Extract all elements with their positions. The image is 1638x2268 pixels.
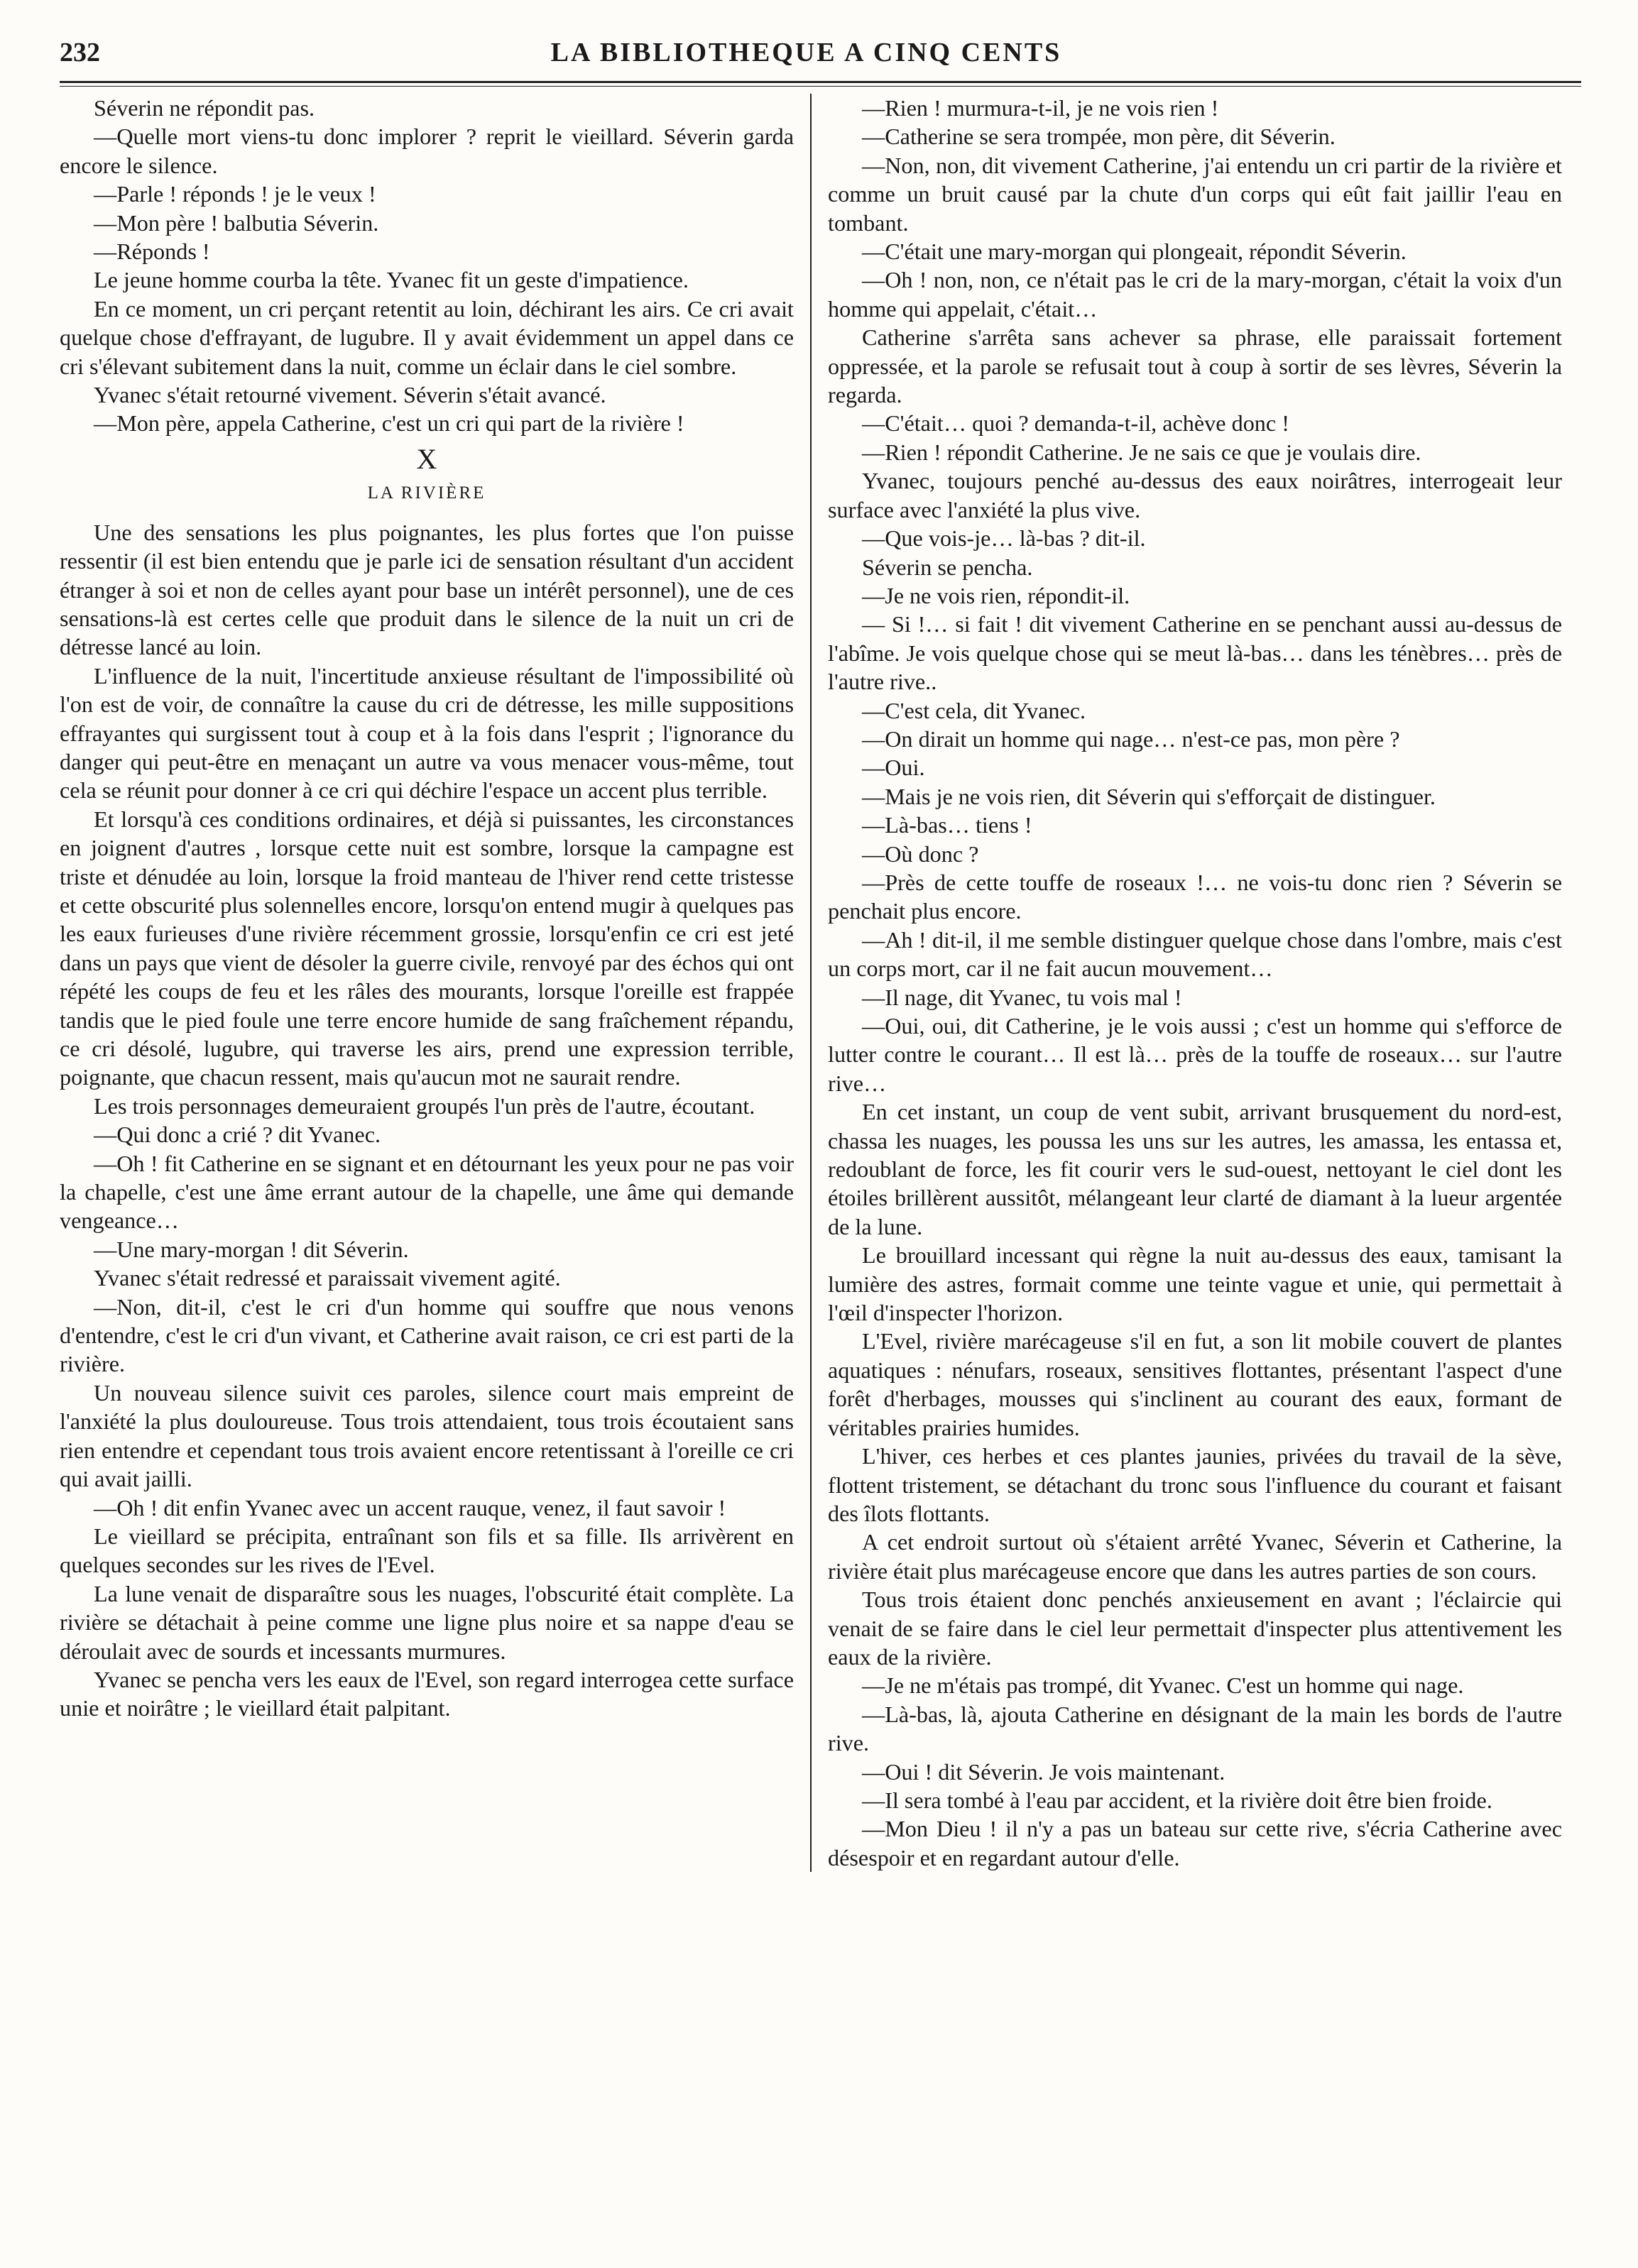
paragraph: —Je ne vois rien, répondit-il. [862, 582, 1130, 608]
page-header [60, 37, 1581, 78]
left-paragraphs-after [60, 518, 794, 1723]
paragraph: —Où donc ? [862, 840, 979, 867]
paragraph: Une des sensations les plus poignantes, les plus fortes que l'on puisse ressentir (il est bien entendu que je parle ici de sensation résultant d'un accident étranger à soi et non de celles ayant pour base un intérêt personnel), une de ces sensations-là est certes celle que produit dans le silence de la nuit un cri de détresse lancé au loin. [60, 519, 794, 660]
paragraph: —Ah ! dit-il, il me semble distinguer quelque chose dans l'ombre, mais c'est un corps mort, car il ne fait aucun mouvement… [828, 926, 1562, 982]
paragraph: —Catherine se sera trompée, mon père, dit Séverin. [862, 124, 1336, 150]
paragraph: —Non, non, dit vivement Catherine, j'ai entendu un cri partir de la rivière et comme un bruit causé par la chute d'un corps qui eût fait jaillir l'eau en tombant. [828, 152, 1562, 236]
paragraph: —C'était une mary-morgan qui plongeait, répondit Séverin. [862, 239, 1407, 265]
paragraph: —Rien ! murmura-t-il, je ne vois rien ! [862, 95, 1219, 121]
text-columns [60, 94, 1581, 1872]
paragraph: Un nouveau silence suivit ces paroles, silence court mais empreint de l'anxiété la plus douloureuse. Tous trois attendaient, tous trois écoutaient sans rien entendre et cependant tous trois avaient encore retentissant à l'oreille ce cri qui avait jailli. [60, 1379, 794, 1492]
paragraph: L'Evel, rivière marécageuse s'il en fut, a son lit mobile couvert de plantes aquatiques : nénufars, roseaux, sensitives flottantes, présentant l'aspect d'une forêt d'herbages, mousses qui s'inclinent au courant des eaux, formant de véritables prairies humides. [828, 1328, 1562, 1440]
paragraph: —Oui. [862, 755, 925, 781]
paragraph: —Qui donc a crié ? dit Yvanec. [94, 1122, 381, 1148]
paragraph: Yvanec se pencha vers les eaux de l'Evel, son regard interrogea cette surface unie et noirâtre ; le vieillard était palpitant. [60, 1666, 794, 1721]
paragraph: La lune venait de disparaître sous les nuages, l'obscurité était complète. La rivière se détachait à peine comme une ligne plus noire et sa nappe d'eau se déroulait avec de sourds et incessants murmures. [60, 1580, 794, 1664]
paragraph: L'hiver, ces herbes et ces plantes jaunies, privées du travail de la sève, flottent tristement, se détachant du tronc sous l'influence du courant et faisant des îlots flottants. [828, 1443, 1562, 1526]
chapter-title: LA RIVIÈRE [367, 483, 486, 503]
paragraph: Le jeune homme courba la tête. Yvanec fit un geste d'impatience. [94, 267, 689, 293]
paragraph: —Près de cette touffe de roseaux !… ne vois-tu donc rien ? Séverin se penchait plus encore. [828, 869, 1562, 924]
header-rule-thin [60, 86, 1581, 87]
page-number: 232 [60, 38, 100, 67]
paragraph: —Là-bas, là, ajouta Catherine en désignant de la main les bords de l'autre rive. [828, 1701, 1562, 1756]
paragraph: Yvanec s'était redressé et paraissait vivement agité. [94, 1265, 561, 1291]
paragraph: —Oh ! fit Catherine en se signant et en détournant les yeux pour ne pas voir la chapelle, c'est une âme errant autour de la chapelle, une âme qui demande vengeance… [60, 1150, 794, 1234]
paragraph: —Mon père, appela Catherine, c'est un cri qui part de la rivière ! [94, 410, 684, 437]
paragraph: L'influence de la nuit, l'incertitude anxieuse résultant de l'impossibilité où l'on est de voir, de connaître la cause du cri de détresse, les mille suppositions effrayantes qui surgissent tout à coup et à la fois dans l'esprit ; l'ignorance du danger qui peut-être en menaçant un autre va vous menacer vous-même, tout cela se réunit pour donner à ce cri qui déchire l'espace un accent plus terrible. [60, 662, 794, 804]
chapter-number: X [416, 442, 437, 475]
right-column [812, 94, 1562, 1872]
left-column [60, 94, 810, 1872]
paragraph: Yvanec s'était retourné vivement. Séverin s'était avancé. [94, 382, 606, 408]
paragraph: —C'était… quoi ? demanda-t-il, achève donc ! [862, 410, 1289, 437]
paragraph: Le vieillard se précipita, entraînant son fils et sa fille. Ils arrivèrent en quelques secondes sur les rives de l'Evel. [60, 1523, 794, 1578]
paragraph: —Que vois-je… là-bas ? dit-il. [862, 525, 1146, 552]
paragraph: —Là-bas… tiens ! [862, 812, 1032, 838]
paragraph: —Oui ! dit Séverin. Je vois maintenant. [862, 1758, 1225, 1785]
paragraph: —Mon père ! balbutia Séverin. [94, 209, 379, 236]
paragraph: —Non, dit-il, c'est le cri d'un homme qui souffre que nous venons d'entendre, c'est le cri d'un vivant, et Catherine avait raison, ce cri est parti de la rivière. [60, 1293, 794, 1377]
paragraph: —Quelle mort viens-tu donc implorer ? reprit le vieillard. Séverin garda encore le silence. [60, 124, 794, 178]
paragraph: Le brouillard incessant qui règne la nuit au-dessus des eaux, tamisant la lumière des astres, formait comme une teinte vague et unie, qui permettait à l'œil d'inspecter l'horizon. [828, 1242, 1562, 1326]
paragraph: A cet endroit surtout où s'étaient arrêté Yvanec, Séverin et Catherine, la rivière était plus marécageuse encore que dans les autres parties de son cours. [828, 1529, 1562, 1584]
paragraph: —Rien ! répondit Catherine. Je ne sais ce que je voulais dire. [862, 439, 1421, 465]
paragraph: —Oh ! dit enfin Yvanec avec un accent rauque, venez, il faut savoir ! [94, 1494, 726, 1521]
paragraph: —Je ne m'étais pas trompé, dit Yvanec. C'est un homme qui nage. [862, 1672, 1464, 1699]
paragraph: —Une mary-morgan ! dit Séverin. [94, 1236, 409, 1262]
paragraph: Et lorsqu'à ces conditions ordinaires, et déjà si puissantes, les circonstances en joignent d'autres , lorsque cette nuit est sombre, lorsque la campagne est triste et dénudée au loin, lorsque la froid manteau de l'hiver rend cette tristesse et cette obscurité plus solennelles encore, lorsqu'on entend mugir à quelques pas les eaux furieuses d'une rivière récemment grossie, lorsqu'enfin ce cri est jeté dans un pays que vient de désoler la guerre civile, renvoyé par des échos qui ont répété les coups de feu et les râles des mourants, lorsque l'oreille est frappée tandis que le pied foule une terre encore humide de sang fraîchement répandu, ce cri désolé, lugubre, qui traverse les airs, prend une expression terrible, poignante, que chacun ressent, mais qu'aucun mot ne saurait rendre. [60, 806, 794, 1090]
paragraph: Yvanec, toujours penché au-dessus des eaux noirâtres, interrogeait leur surface avec l'anxiété la plus vive. [828, 468, 1562, 522]
header-rule [60, 81, 1581, 83]
paragraph: En cet instant, un coup de vent subit, arrivant brusquement du nord-est, chassa les nuages, les poussa les uns sur les autres, les amassa, les entassa et, redoublant de force, les fit courir vers le sud-ouest, nettoyant le ciel dont les étoiles brillèrent aussitôt, mélangeant leur clarté de diamant à la lueur argentée de la lune. [828, 1099, 1562, 1239]
paragraph: —Parle ! réponds ! je le veux ! [94, 181, 376, 207]
paragraph: Catherine s'arrêta sans achever sa phrase, elle paraissait fortement oppressée, et la parole se refusait tout à coup à sortir de ses lèvres, Séverin la regarda. [828, 324, 1562, 408]
paragraph: —On dirait un homme qui nage… n'est-ce pas, mon père ? [862, 725, 1400, 752]
paragraph: — Si !… si fait ! dit vivement Catherine en se penchant aussi au-dessus de l'abîme. Je vois quelque chose qui se meut là-bas… dans les ténèbres… près de l'autre rive.. [828, 611, 1562, 695]
paragraph: —Il sera tombé à l'eau par accident, et la rivière doit être bien froide. [862, 1787, 1492, 1813]
paragraph: —Mon Dieu ! il n'y a pas un bateau sur cette rive, s'écria Catherine avec désespoir et en regardant autour d'elle. [828, 1816, 1562, 1870]
left-paragraphs-before [60, 94, 794, 438]
paragraph: Séverin se pencha. [862, 554, 1033, 580]
running-title: LA BIBLIOTHEQUE A CINQ CENTS [550, 38, 1062, 67]
paragraph: Séverin ne répondit pas. [94, 95, 315, 121]
paragraph: —C'est cela, dit Yvanec. [862, 697, 1086, 723]
paragraph: —Mais je ne vois rien, dit Séverin qui s'efforçait de distinguer. [862, 783, 1436, 809]
paragraph: Les trois personnages demeuraient groupés l'un près de l'autre, écoutant. [94, 1092, 755, 1119]
paragraph: —Réponds ! [94, 239, 210, 265]
paragraph: En ce moment, un cri perçant retentit au loin, déchirant les airs. Ce cri avait quelque chose d'effrayant, de lugubre. Il y avait évidemment un appel dans ce cri s'élevant subitement dans la nuit, comme un éclair dans le ciel sombre. [60, 295, 794, 379]
paragraph: —Oh ! non, non, ce n'était pas le cri de la mary-morgan, c'était la voix d'un homme qui appelait, c'était… [828, 267, 1562, 322]
paragraph: —Oui, oui, dit Catherine, je le vois aussi ; c'est un homme qui s'efforce de lutter contre le courant… Il est là… près de la touffe de roseaux… sur l'autre rive… [828, 1013, 1562, 1096]
paragraph: Tous trois étaient donc penchés anxieusement en avant ; l'éclaircie qui venait de se faire dans le ciel leur permettait d'inspecter plus attentivement les eaux de la rivière. [828, 1587, 1562, 1670]
paragraph: —Il nage, dit Yvanec, tu vois mal ! [862, 984, 1182, 1010]
